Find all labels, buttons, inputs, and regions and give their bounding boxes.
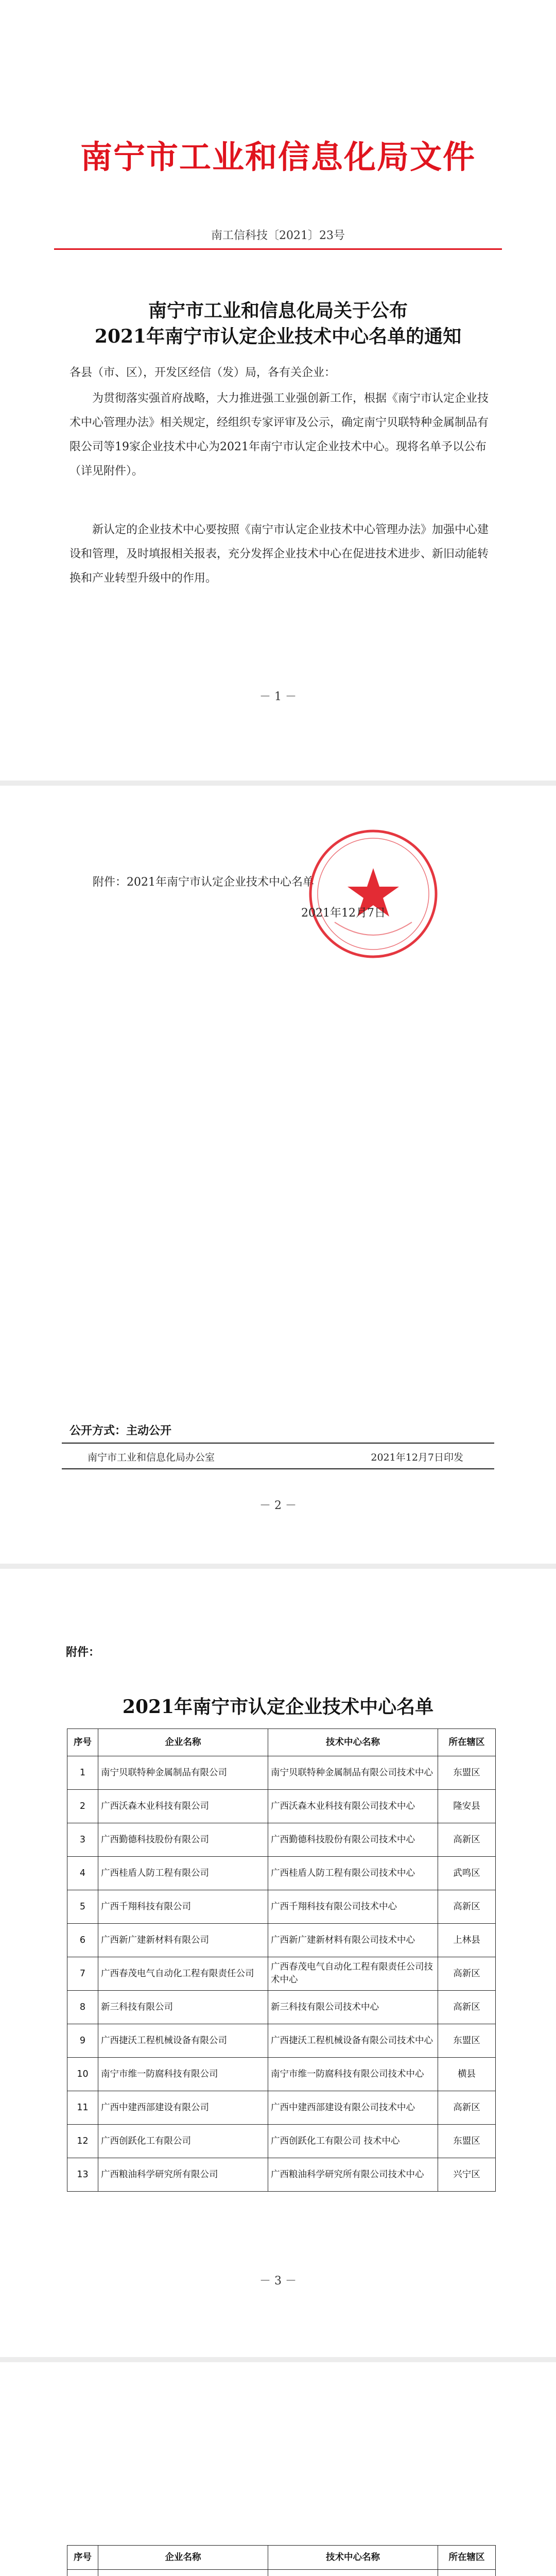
body-paragraph-2: 新认定的企业技术中心要按照《南宁市认定企业技术中心管理办法》加强中心建设和管理，及时填报相关报表，充分发挥企业技术中心在促进技术进步、新旧动能转换和产业转型升级中的作用。 <box>70 523 489 585</box>
row-company: 广西捷沃工程机械设备有限公司 <box>98 2024 268 2058</box>
official-seal-icon <box>304 824 443 963</box>
page-1 <box>0 0 556 783</box>
notice-title-line-2: 2021年南宁市认定企业技术中心名单的通知 <box>94 326 462 347</box>
table-row <box>67 2125 496 2158</box>
row-center: 广西千翔科技有限公司技术中心 <box>268 1890 438 1924</box>
row-center: 南宁贝联特种金属制品有限公司技术中心 <box>268 1756 438 1790</box>
table-row <box>67 1756 496 1790</box>
row-no: 8 <box>67 1991 98 2024</box>
row-company: 广西千翔科技有限公司 <box>98 1890 268 1924</box>
addressee: 各县（市、区），开发区经信（发）局，各有关企业： <box>70 366 336 379</box>
table-header-row <box>67 2546 496 2570</box>
row-company: 南宁贝联特种金属制品有限公司 <box>98 1756 268 1790</box>
row-district: 东盟区 <box>438 1756 496 1790</box>
header-center: 技术中心名称 <box>268 1729 438 1756</box>
row-no <box>67 2570 98 2576</box>
table-row <box>67 2570 496 2576</box>
table-row <box>67 2091 496 2125</box>
row-district: 高新区 <box>438 1823 496 1857</box>
footer-line-top <box>62 1443 494 1444</box>
row-company: 新三科技有限公司 <box>98 1991 268 2024</box>
row-district: 高新区 <box>438 1890 496 1924</box>
row-district: 横县 <box>438 2058 496 2091</box>
row-no: 1 <box>67 1756 98 1790</box>
row-district: 高新区 <box>438 1991 496 2024</box>
row-no: 11 <box>67 2091 98 2125</box>
header-company: 企业名称 <box>98 1729 268 1756</box>
row-district: 上林县 <box>438 1924 496 1957</box>
header-no: 序号 <box>67 2546 98 2570</box>
table-row <box>67 2058 496 2091</box>
attachment-label: 附件： <box>66 1646 100 1659</box>
row-no: 12 <box>67 2125 98 2158</box>
row-center: 广西新广建新材料有限公司技术中心 <box>268 1924 438 1957</box>
row-center: 广西春茂电气自动化工程有限责任公司技术中心 <box>268 1957 438 1991</box>
row-center: 广西粮油科学研究所有限公司技术中心 <box>268 2158 438 2192</box>
row-no: 3 <box>67 1823 98 1857</box>
row-company: 广西桂盾人防工程有限公司 <box>98 1857 268 1890</box>
row-no: 9 <box>67 2024 98 2058</box>
document-number: 南工信科技〔2021〕23号 <box>211 229 345 242</box>
page-2 <box>0 783 556 1566</box>
table-row <box>67 1857 496 1890</box>
row-center: 广西勤德科技股份有限公司技术中心 <box>268 1823 438 1857</box>
page-number: － 1 － <box>259 690 297 703</box>
row-center: 新三科技有限公司技术中心 <box>268 1991 438 2024</box>
table-header-row <box>67 1729 496 1756</box>
row-district: 高新区 <box>438 1957 496 1991</box>
center-list-table-continued <box>67 2545 496 2576</box>
row-center: 广西创跃化工有限公司 技术中心 <box>268 2125 438 2158</box>
page-number: － 3 － <box>259 2275 297 2287</box>
row-district: 隆安县 <box>438 1790 496 1823</box>
row-company <box>98 2570 268 2576</box>
page-3 <box>0 1566 556 2360</box>
page-4 <box>0 2360 556 2576</box>
row-center: 南宁市维一防腐科技有限公司技术中心 <box>268 2058 438 2091</box>
row-no: 5 <box>67 1890 98 1924</box>
attachment-reference: 附件：2021年南宁市认定企业技术中心名单 <box>93 876 314 889</box>
row-no: 2 <box>67 1790 98 1823</box>
notice-title-line-1: 南宁市工业和信息化局关于公布 <box>148 300 408 321</box>
row-no: 13 <box>67 2158 98 2192</box>
row-company: 广西沃森木业科技有限公司 <box>98 1790 268 1823</box>
row-no: 10 <box>67 2058 98 2091</box>
table-body <box>67 1756 496 2192</box>
row-district: 兴宁区 <box>438 2158 496 2192</box>
table-row <box>67 1823 496 1857</box>
row-company: 广西新广建新材料有限公司 <box>98 1924 268 1957</box>
page-number: － 2 － <box>259 1499 297 1512</box>
row-district: 武鸣区 <box>438 1857 496 1890</box>
row-center <box>268 2570 438 2576</box>
center-list-table <box>67 1728 496 2192</box>
table-row <box>67 2024 496 2058</box>
table-row <box>67 1924 496 1957</box>
row-company: 广西创跃化工有限公司 <box>98 2125 268 2158</box>
issue-date: 2021年12月7日印发 <box>371 1452 463 1463</box>
header-company: 企业名称 <box>98 2546 268 2570</box>
header-district: 所在辖区 <box>438 1729 496 1756</box>
row-company: 南宁市维一防腐科技有限公司 <box>98 2058 268 2091</box>
disclosure-method: 公开方式：主动公开 <box>70 1425 172 1437</box>
row-company: 广西中建西部建设有限公司 <box>98 2091 268 2125</box>
header-no: 序号 <box>67 1729 98 1756</box>
table-body <box>67 2570 496 2576</box>
red-header-title: 南宁市工业和信息化局文件 <box>80 138 476 176</box>
row-center: 广西捷沃工程机械设备有限公司技术中心 <box>268 2024 438 2058</box>
row-district: 东盟区 <box>438 2024 496 2058</box>
table-row <box>67 2158 496 2192</box>
row-no: 4 <box>67 1857 98 1890</box>
row-center: 广西沃森木业科技有限公司技术中心 <box>268 1790 438 1823</box>
row-center: 广西中建西部建设有限公司技术中心 <box>268 2091 438 2125</box>
row-company: 广西勤德科技股份有限公司 <box>98 1823 268 1857</box>
row-no: 6 <box>67 1924 98 1957</box>
row-company: 广西粮油科学研究所有限公司 <box>98 2158 268 2192</box>
table-row <box>67 1890 496 1924</box>
table-row <box>67 1991 496 2024</box>
table-row <box>67 1790 496 1823</box>
row-company: 广西春茂电气自动化工程有限责任公司 <box>98 1957 268 1991</box>
table-row <box>67 1957 496 1991</box>
body-paragraph-1: 为贯彻落实强首府战略，大力推进强工业强创新工作，根据《南宁市认定企业技术中心管理办法》相关规定，经组织专家评审及公示，确定南宁贝联特种金属制品有限公司等19家企业技术中心为2021年南宁市认定企业技术中心。现将名单予以公布（详见附件）。 <box>70 392 489 478</box>
row-district <box>438 2570 496 2576</box>
header-center: 技术中心名称 <box>268 2546 438 2570</box>
red-divider-line <box>54 248 502 250</box>
row-district: 高新区 <box>438 2091 496 2125</box>
row-center: 广西桂盾人防工程有限公司技术中心 <box>268 1857 438 1890</box>
header-district: 所在辖区 <box>438 2546 496 2570</box>
signature-date: 2021年12月7日 <box>301 907 386 920</box>
row-district: 东盟区 <box>438 2125 496 2158</box>
list-title: 2021年南宁市认定企业技术中心名单 <box>122 1696 434 1718</box>
row-no: 7 <box>67 1957 98 1991</box>
issuing-office: 南宁市工业和信息化局办公室 <box>88 1452 215 1463</box>
footer-line-bottom <box>62 1468 494 1469</box>
